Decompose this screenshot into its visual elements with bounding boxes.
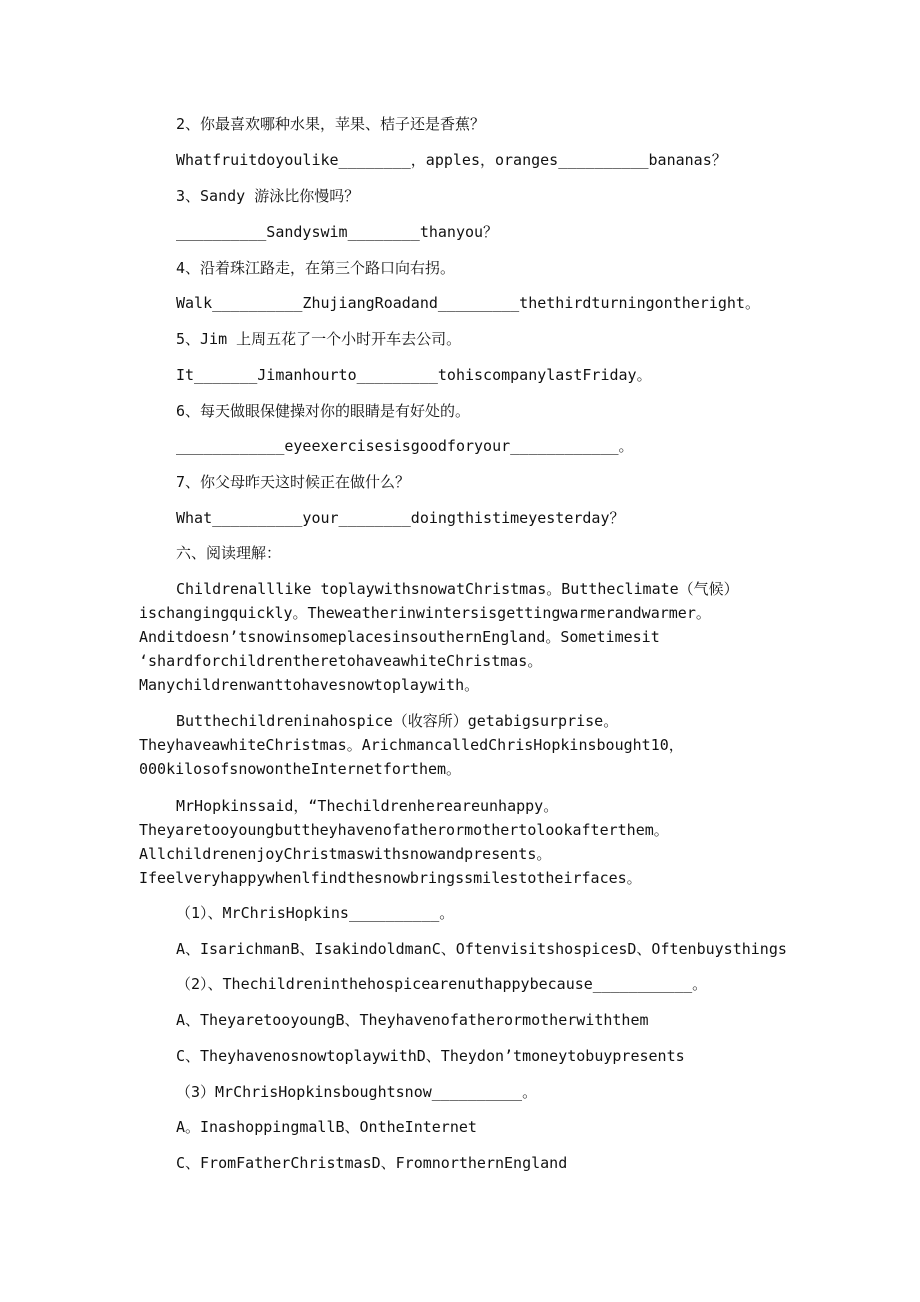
paragraph-3-line: MrHopkinssaid，“Thechildrenhereareunhappy。 bbox=[176, 797, 559, 815]
question-3-english: __________Sandyswim________thanyou？ bbox=[176, 223, 499, 241]
reading-question-2-options-ab: A、TheyaretooyoungB、Theyhavenofatherormotherwiththem bbox=[176, 1011, 649, 1029]
reading-question-3: （3）MrChrisHopkinsboughtsnow__________。 bbox=[176, 1083, 538, 1101]
question-4-chinese: 4、沿着珠江路走，在第三个路口向右拐。 bbox=[176, 259, 456, 277]
question-3-chinese: 3、Sandy 游泳比你慢吗？ bbox=[176, 187, 360, 205]
question-2-english: Whatfruitdoyoulike________，apples，oranges__________bananas？ bbox=[176, 151, 727, 169]
paragraph-1-line: Anditdoesn’tsnowinsomeplacesinsouthernEngland。Sometimesit bbox=[139, 628, 660, 646]
reading-question-3-options-cd: C、FromFatherChristmasD、FromnorthernEngland bbox=[176, 1154, 568, 1172]
reading-paragraph-2 bbox=[139, 709, 779, 781]
question-7-english: What__________your________doingthistimeyesterday？ bbox=[176, 509, 625, 527]
paragraph-1-line: Childrenalllike toplaywithsnowatChristmas。Buttheclimate（气候） bbox=[176, 580, 739, 598]
paragraph-2-line: TheyhaveawhiteChristmas。ArichmancalledChrisHopkinsbought10， bbox=[139, 736, 684, 754]
question-6-english: ____________eyeexercisesisgoodforyour____________。 bbox=[176, 437, 634, 455]
paragraph-1-line: ischangingquickly。Theweatherinwintersisgettingwarmerandwarmer。 bbox=[139, 604, 711, 622]
paragraph-1-line: Manychildrenwanttohavesnowtoplaywith。 bbox=[139, 676, 480, 694]
reading-heading: 六、阅读理解： bbox=[176, 544, 282, 562]
question-5-english: It_______Jimanhourto_________tohiscompanylastFriday。 bbox=[176, 366, 652, 384]
reading-question-1: （1）、MrChrisHopkins__________。 bbox=[176, 904, 455, 922]
paragraph-1-line: ‘shardforchildrentheretohaveawhiteChristmas。 bbox=[139, 652, 543, 670]
reading-question-2-options-cd: C、TheyhavenosnowtoplaywithD、Theydon’tmoneytobuypresents bbox=[176, 1047, 685, 1065]
paragraph-3-line: Theyaretooyoungbuttheyhavenofatherormothertolookafterthem。 bbox=[139, 821, 669, 839]
reading-question-3-options-ab: A。InashoppingmallB、OntheInternet bbox=[176, 1118, 477, 1136]
reading-paragraph-1 bbox=[139, 577, 779, 697]
question-6-chinese: 6、每天做眼保健操对你的眼睛是有好处的。 bbox=[176, 402, 471, 420]
paragraph-2-line: 000kilosofsnowontheInternetforthem。 bbox=[139, 760, 462, 778]
question-2-chinese: 2、你最喜欢哪种水果，苹果、桔子还是香蕉？ bbox=[176, 115, 486, 133]
question-7-chinese: 7、你父母昨天这时候正在做什么？ bbox=[176, 473, 411, 491]
question-5-chinese: 5、Jim 上周五花了一个小时开车去公司。 bbox=[176, 330, 462, 348]
reading-question-1-options: A、IsarichmanB、IsakindoldmanC、OftenvisitshospicesD、Oftenbuysthings bbox=[176, 940, 787, 958]
reading-question-2: （2）、Thechildreninthehospicearenuthappybecause___________。 bbox=[176, 975, 708, 993]
question-4-english: Walk__________ZhujiangRoadand_________thethirdturningontheright。 bbox=[176, 294, 760, 312]
paragraph-3-line: Ifeelveryhappywhenlfindthesnowbringssmilestotheirfaces。 bbox=[139, 869, 642, 887]
paragraph-3-line: AllchildrenenjoyChristmaswithsnowandpresents。 bbox=[139, 845, 552, 863]
reading-paragraph-3 bbox=[139, 794, 779, 890]
paragraph-2-line: Butthechildreninahospice（收容所）getabigsurprise。 bbox=[176, 712, 619, 730]
